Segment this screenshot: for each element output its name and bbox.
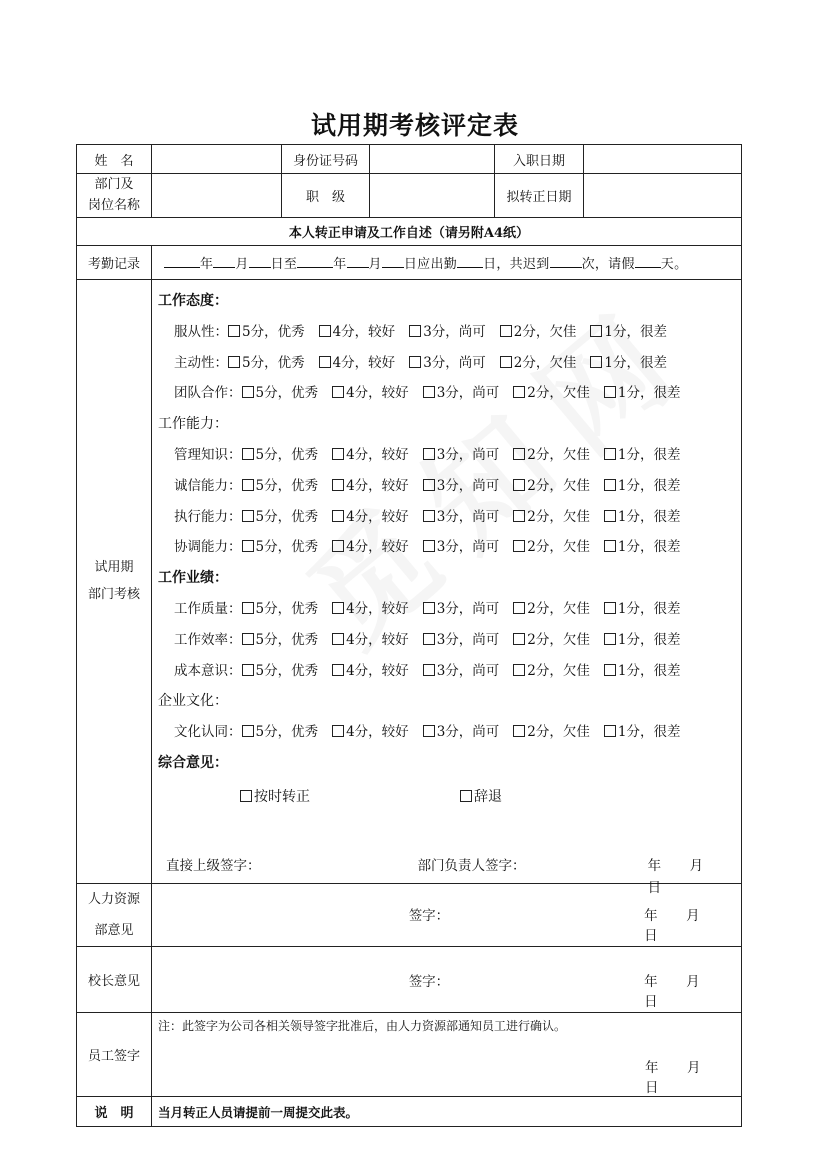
section-title: 工作业绩：: [158, 570, 228, 587]
employee-sign-cell[interactable]: [152, 1013, 742, 1097]
checkbox-icon[interactable]: [242, 448, 254, 460]
rating-option[interactable]: 5分，优秀: [242, 717, 319, 748]
checkbox-icon[interactable]: [423, 510, 435, 522]
rating-option[interactable]: 1分，很差: [604, 440, 681, 471]
checkbox-icon[interactable]: [423, 479, 435, 491]
rating-option[interactable]: 3分，尚可: [423, 594, 500, 625]
review-date[interactable]: 年 月日: [647, 857, 704, 896]
rating-option[interactable]: 1分，很差: [604, 717, 681, 748]
checkbox-icon[interactable]: [242, 540, 254, 552]
hr-date[interactable]: 年 月日: [644, 908, 700, 945]
principal-label: 校长意见: [77, 947, 152, 1013]
rating-row: [158, 625, 741, 656]
rating-option[interactable]: 1分，很差: [604, 594, 681, 625]
checkbox-icon[interactable]: [513, 386, 525, 398]
checkbox-icon[interactable]: [604, 479, 616, 491]
employee-label: 员工签字: [77, 1013, 152, 1097]
section-title: 企业文化：: [158, 693, 228, 710]
checkbox-icon[interactable]: [604, 510, 616, 522]
id-label: 身份证号码: [282, 145, 370, 174]
row-attendance: [77, 246, 742, 280]
review-content: [152, 280, 742, 896]
rating-option[interactable]: 3分，尚可: [423, 378, 500, 409]
rating-option[interactable]: 2分，欠佳: [513, 502, 590, 533]
position-label: 职 级: [282, 174, 370, 218]
row-self-statement: [77, 218, 742, 246]
checkbox-icon[interactable]: [332, 540, 344, 552]
checkbox-icon[interactable]: [332, 479, 344, 491]
checkbox-icon[interactable]: [228, 356, 240, 368]
checkbox-icon[interactable]: [423, 602, 435, 614]
checkbox-icon[interactable]: [242, 479, 254, 491]
dept-head-sign[interactable]: 部门负责人签字：: [417, 857, 526, 874]
rating-option[interactable]: 1分，很差: [604, 532, 681, 563]
dept-label: 部门及 岗位名称: [77, 174, 152, 218]
employee-note: 注：此签字为公司各相关领导签字批准后，由人力资源部通知员工进行确认。: [158, 1019, 567, 1034]
hr-label: 人力资源 部意见: [77, 883, 152, 946]
principal-signature-line: [152, 970, 741, 1010]
checkbox-icon[interactable]: [590, 356, 602, 368]
option-confirm[interactable]: 按时转正: [240, 779, 460, 815]
join-date-field[interactable]: [584, 145, 742, 174]
rating-option[interactable]: 3分，尚可: [423, 440, 500, 471]
rating-row: [158, 656, 741, 687]
rating-option[interactable]: 5分，优秀: [242, 625, 319, 656]
rating-option[interactable]: 3分，尚可: [423, 717, 500, 748]
rating-option[interactable]: 2分，欠佳: [513, 656, 590, 687]
rating-option[interactable]: 1分，很差: [604, 502, 681, 533]
rating-option[interactable]: 2分，欠佳: [513, 594, 590, 625]
rating-row: [158, 317, 741, 348]
id-field[interactable]: [370, 145, 495, 174]
checkbox-icon[interactable]: [604, 540, 616, 552]
rating-option[interactable]: 4分，较好: [332, 594, 409, 625]
rating-option[interactable]: 2分，欠佳: [513, 378, 590, 409]
rating-label: 工作效率：: [174, 631, 242, 648]
checkbox-icon[interactable]: [513, 633, 525, 645]
section-title: 工作能力：: [158, 416, 228, 433]
rating-option[interactable]: 4分，较好: [332, 471, 409, 502]
hr-signature-line: [152, 904, 741, 944]
checkbox-icon[interactable]: [604, 725, 616, 737]
rating-option[interactable]: 2分，欠佳: [513, 625, 590, 656]
checkbox-icon[interactable]: [423, 386, 435, 398]
checkbox-icon[interactable]: [604, 633, 616, 645]
checkbox-icon[interactable]: [513, 725, 525, 737]
rating-row: [158, 378, 741, 409]
employee-signature-line: [152, 1056, 741, 1096]
rating-row: [158, 717, 741, 748]
rating-option[interactable]: 4分，较好: [332, 532, 409, 563]
rating-option[interactable]: 5分，优秀: [242, 532, 319, 563]
rating-option[interactable]: 5分，优秀: [242, 656, 319, 687]
rating-option[interactable]: 5分，优秀: [242, 594, 319, 625]
rating-row: [158, 502, 741, 533]
checkbox-icon[interactable]: [319, 325, 331, 337]
rating-label: 执行能力：: [174, 508, 242, 525]
confirm-date-field[interactable]: [584, 174, 742, 218]
checkbox-icon[interactable]: [242, 725, 254, 737]
rating-option[interactable]: 1分，很差: [604, 471, 681, 502]
rating-option[interactable]: 1分，很差: [604, 378, 681, 409]
checkbox-icon[interactable]: [242, 602, 254, 614]
rating-option[interactable]: 4分，较好: [332, 717, 409, 748]
checkbox-icon[interactable]: [319, 356, 331, 368]
checkbox-icon[interactable]: [423, 540, 435, 552]
rating-option[interactable]: 2分，欠佳: [513, 471, 590, 502]
rating-option[interactable]: 5分，优秀: [242, 471, 319, 502]
confirm-date-label: 拟转正日期: [495, 174, 584, 218]
checkbox-icon[interactable]: [332, 633, 344, 645]
rating-row: [158, 348, 741, 379]
checkbox-icon[interactable]: [409, 325, 421, 337]
attendance-label: 考勤记录: [77, 246, 152, 280]
rating-option[interactable]: 5分，优秀: [228, 317, 305, 348]
checkbox-icon[interactable]: [423, 448, 435, 460]
rating-row: [158, 440, 741, 471]
checkbox-icon[interactable]: [242, 510, 254, 522]
checkbox-icon[interactable]: [500, 325, 512, 337]
rating-option[interactable]: 1分，很差: [590, 317, 667, 348]
rating-label: 服从性：: [174, 323, 228, 340]
checkbox-icon[interactable]: [242, 664, 254, 676]
checkbox-icon[interactable]: [460, 790, 472, 802]
checkbox-icon[interactable]: [604, 386, 616, 398]
checkbox-icon[interactable]: [242, 386, 254, 398]
rating-label: 协调能力：: [174, 539, 242, 556]
checkbox-icon[interactable]: [513, 540, 525, 552]
decision-title: 综合意见：: [158, 754, 228, 771]
rating-option[interactable]: 1分，很差: [604, 625, 681, 656]
checkbox-icon[interactable]: [604, 602, 616, 614]
rating-label: 管理知识：: [174, 446, 242, 463]
name-label: 姓 名: [77, 145, 152, 174]
self-statement: 本人转正申请及工作自述（请另附A4纸）: [77, 218, 742, 246]
rating-option[interactable]: 3分，尚可: [423, 656, 500, 687]
rating-option[interactable]: 4分，较好: [319, 317, 396, 348]
checkbox-icon[interactable]: [604, 664, 616, 676]
checkbox-icon[interactable]: [423, 633, 435, 645]
checkbox-icon[interactable]: [332, 725, 344, 737]
checkbox-icon[interactable]: [332, 602, 344, 614]
rating-option[interactable]: 3分，尚可: [423, 625, 500, 656]
rating-label: 文化认同：: [174, 724, 242, 741]
row-footer: [77, 1097, 742, 1127]
checkbox-icon[interactable]: [423, 725, 435, 737]
rating-option[interactable]: 3分，尚可: [423, 502, 500, 533]
option-dismiss[interactable]: 辞退: [460, 779, 680, 815]
attendance-record[interactable]: 年 月 日至 年 月 日应出勤 日，共迟到 次，请假 天。: [152, 246, 742, 280]
principal-sign[interactable]: 签字：: [408, 974, 450, 991]
rating-option[interactable]: 4分，较好: [332, 625, 409, 656]
review-sections: [152, 286, 741, 748]
checkbox-icon[interactable]: [513, 510, 525, 522]
checkbox-icon[interactable]: [513, 664, 525, 676]
checkbox-icon[interactable]: [240, 790, 252, 802]
checkbox-icon[interactable]: [242, 633, 254, 645]
rating-option[interactable]: 4分，较好: [332, 656, 409, 687]
page-title: 试用期考核评定表: [310, 111, 519, 140]
checkbox-icon[interactable]: [590, 325, 602, 337]
checkbox-icon[interactable]: [513, 479, 525, 491]
rating-option[interactable]: 5分，优秀: [242, 378, 319, 409]
checkbox-icon[interactable]: [332, 664, 344, 676]
checkbox-icon[interactable]: [423, 664, 435, 676]
footer-label: 说 明: [77, 1097, 152, 1127]
rating-option[interactable]: 2分，欠佳: [500, 348, 577, 379]
decision-options: [152, 779, 741, 815]
rating-option[interactable]: 5分，优秀: [242, 502, 319, 533]
rating-option[interactable]: 3分，尚可: [409, 348, 486, 379]
position-field[interactable]: [370, 174, 495, 218]
review-signatures: [152, 855, 741, 896]
rating-option[interactable]: 4分，较好: [332, 440, 409, 471]
checkbox-icon[interactable]: [228, 325, 240, 337]
employee-date[interactable]: 年 月日: [644, 1060, 701, 1097]
checkbox-icon[interactable]: [604, 448, 616, 460]
name-field[interactable]: [152, 145, 282, 174]
rating-label: 工作质量：: [174, 600, 242, 617]
supervisor-sign[interactable]: 直接上级签字：: [166, 857, 261, 874]
row-review: [77, 280, 742, 884]
checkbox-icon[interactable]: [500, 356, 512, 368]
principal-opinion[interactable]: [152, 947, 742, 1013]
review-label: 试用期 部门考核: [77, 280, 152, 884]
section-title: 工作态度：: [158, 293, 228, 309]
rating-option[interactable]: 4分，较好: [319, 348, 396, 379]
principal-date[interactable]: 年 月日: [644, 974, 700, 1011]
row-basic-info: [77, 145, 742, 174]
join-date-label: 入职日期: [495, 145, 584, 174]
rating-option[interactable]: 5分，优秀: [228, 348, 305, 379]
rating-option[interactable]: 1分，很差: [604, 656, 681, 687]
rating-option[interactable]: 3分，尚可: [409, 317, 486, 348]
rating-option[interactable]: 2分，欠佳: [513, 532, 590, 563]
rating-row: [158, 532, 741, 563]
checkbox-icon[interactable]: [513, 448, 525, 460]
row-dept-info: [77, 174, 742, 218]
rating-label: 团队合作：: [174, 385, 242, 402]
rating-option[interactable]: 1分，很差: [590, 348, 667, 379]
rating-row: [158, 594, 741, 625]
rating-option[interactable]: 2分，欠佳: [513, 717, 590, 748]
rating-option[interactable]: 4分，较好: [332, 378, 409, 409]
checkbox-icon[interactable]: [332, 448, 344, 460]
checkbox-icon[interactable]: [332, 510, 344, 522]
row-principal: [77, 947, 742, 1013]
rating-label: 诚信能力：: [174, 477, 242, 494]
row-employee: [77, 1013, 742, 1097]
checkbox-icon[interactable]: [332, 386, 344, 398]
rating-option[interactable]: 3分，尚可: [423, 532, 500, 563]
hr-sign[interactable]: 签字：: [408, 908, 450, 925]
rating-label: 成本意识：: [174, 662, 242, 679]
dept-field[interactable]: [152, 174, 282, 218]
evaluation-form: [76, 144, 742, 1127]
rating-option[interactable]: 4分，较好: [332, 502, 409, 533]
rating-option[interactable]: 2分，欠佳: [513, 440, 590, 471]
rating-row: [158, 471, 741, 502]
rating-option[interactable]: 3分，尚可: [423, 471, 500, 502]
checkbox-icon[interactable]: [409, 356, 421, 368]
rating-option[interactable]: 2分，欠佳: [500, 317, 577, 348]
footer-text: 当月转正人员请提前一周提交此表。: [152, 1097, 742, 1127]
rating-label: 主动性：: [174, 354, 228, 371]
rating-option[interactable]: 5分，优秀: [242, 440, 319, 471]
checkbox-icon[interactable]: [513, 602, 525, 614]
